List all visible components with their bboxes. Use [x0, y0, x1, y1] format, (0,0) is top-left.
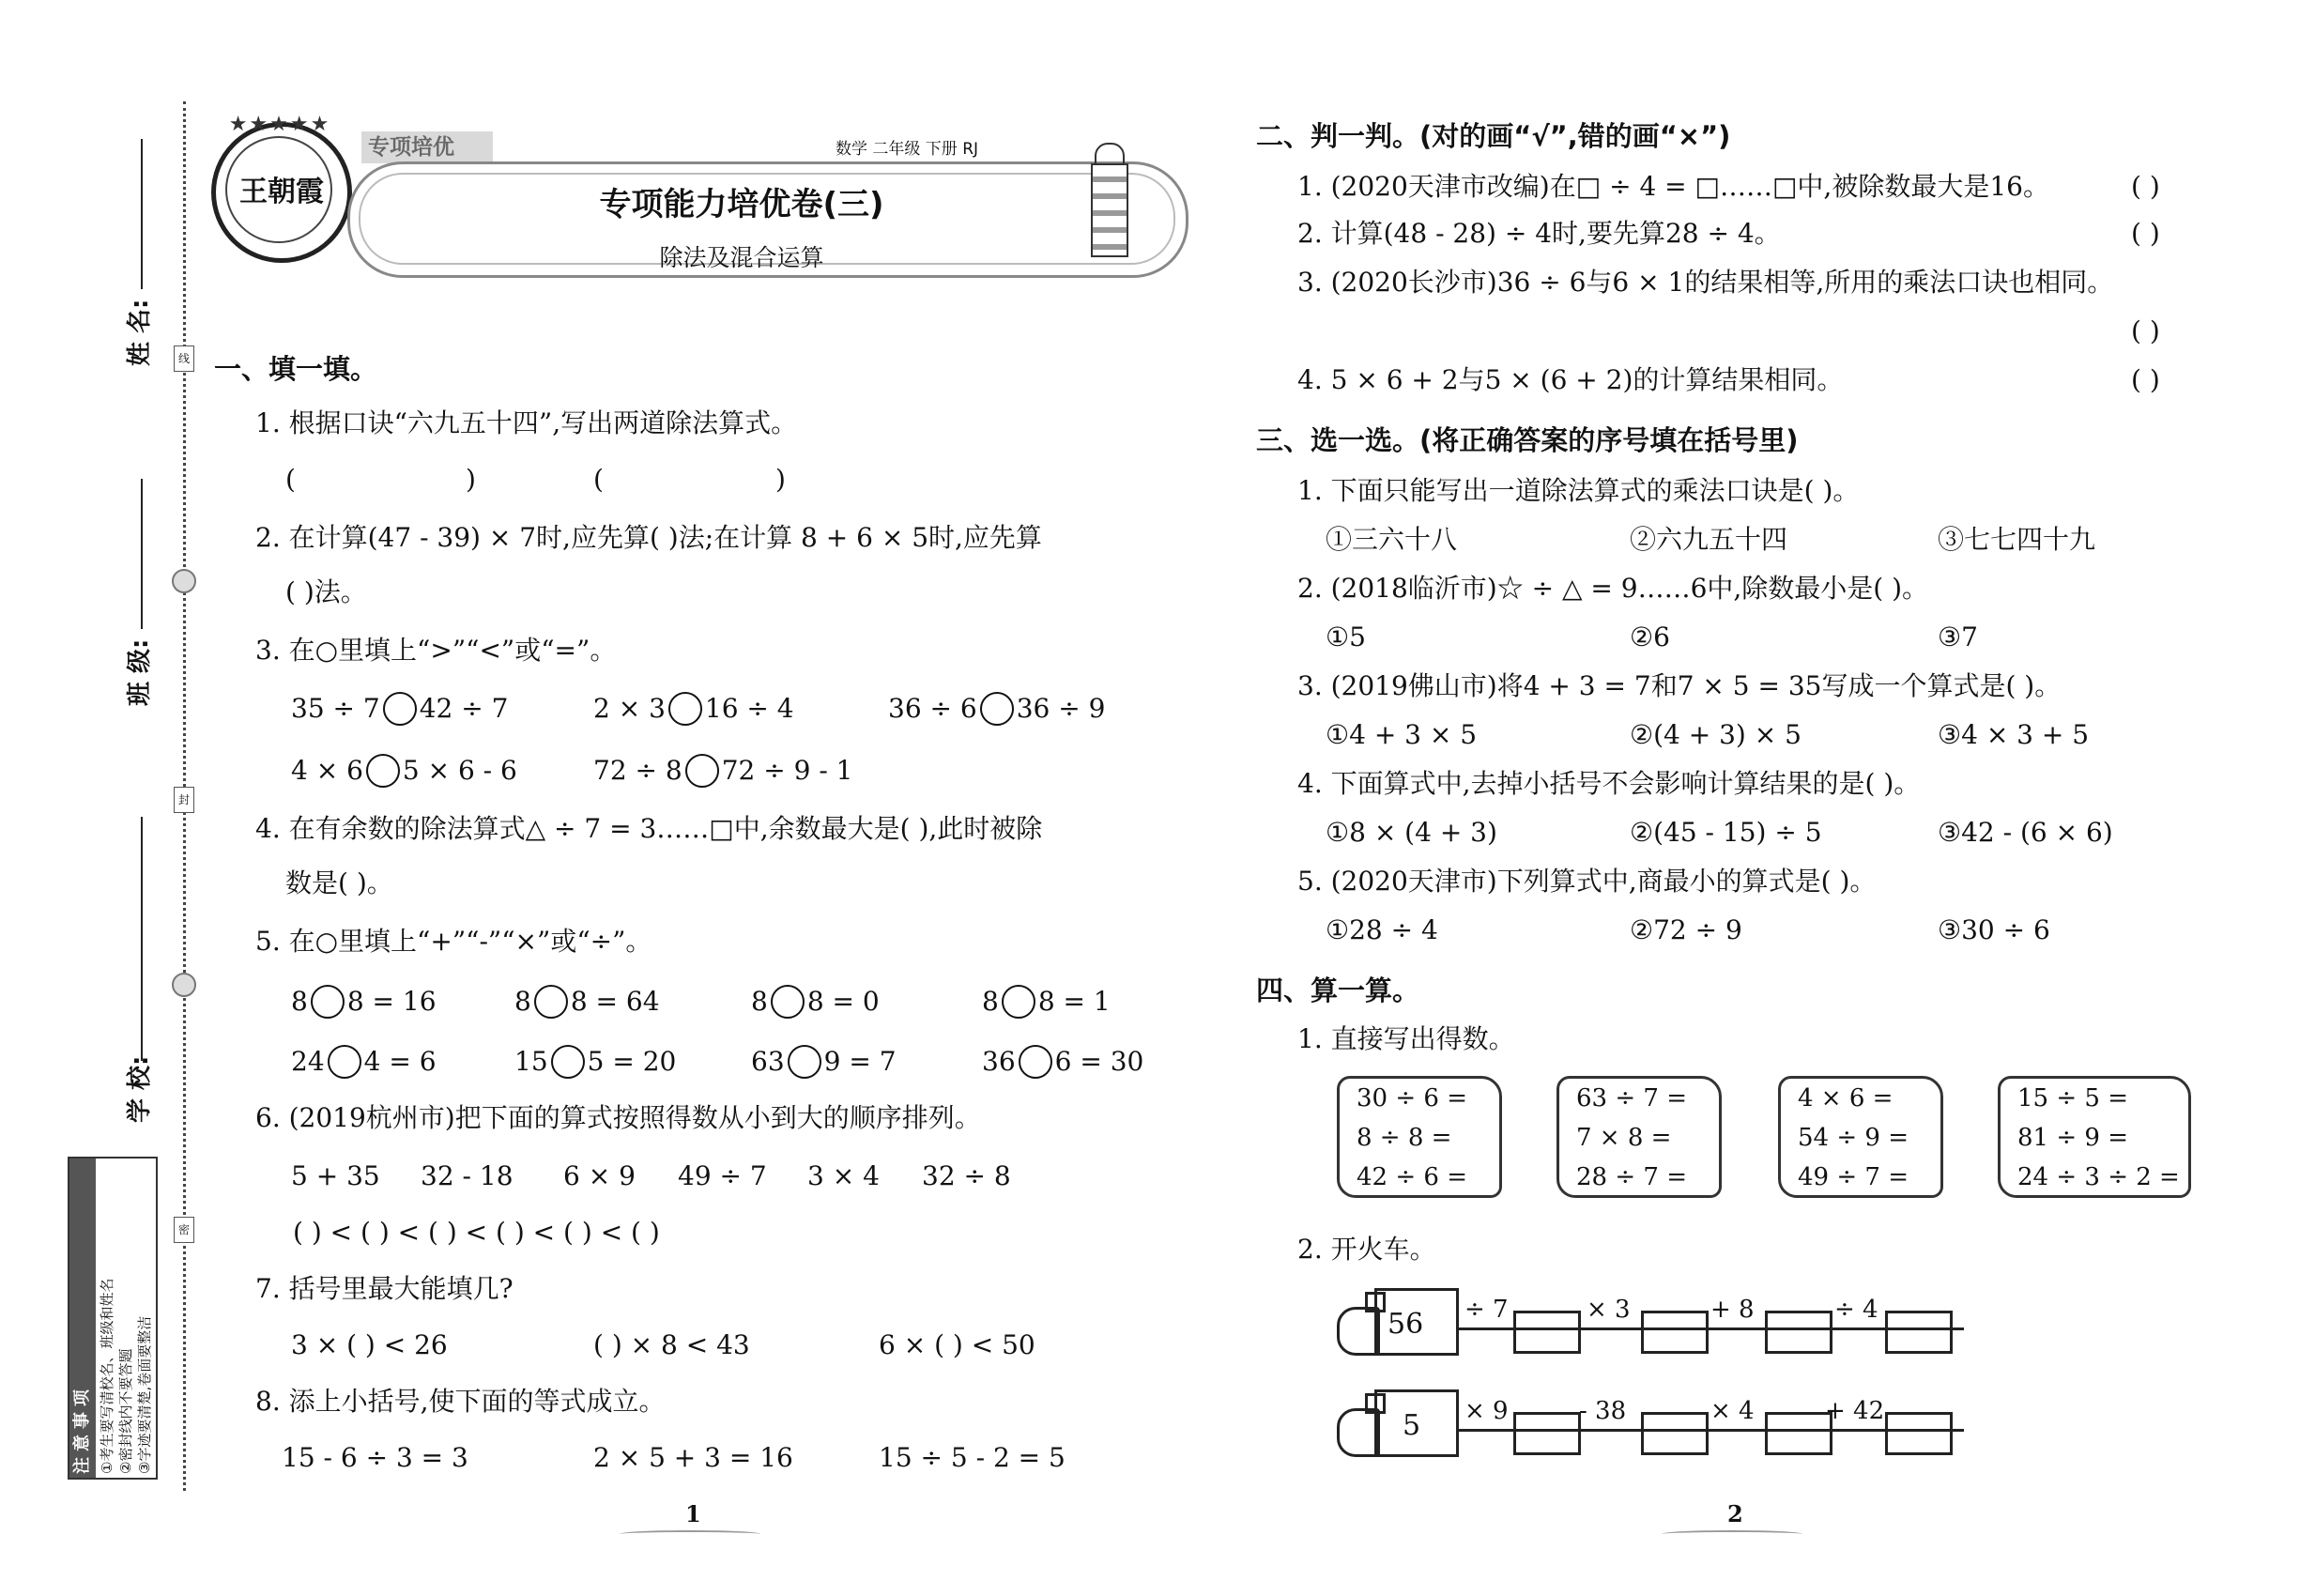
train-car-answer[interactable] [1641, 1311, 1709, 1354]
q3-text: 3. 在○里填上“>”“<”或“=”。 [255, 635, 617, 666]
calc-item[interactable]: 28 ÷ 7 = [1576, 1163, 1687, 1191]
judge-2: 2. 计算(48 - 28) ÷ 4时,要先算28 ÷ 4。 [1297, 218, 1781, 249]
calc-1-text: 1. 直接写出得数。 [1297, 1023, 1515, 1054]
class-label: 班 级: [126, 638, 154, 706]
calc-2-text: 2. 开火车。 [1297, 1234, 1436, 1265]
train-car-answer[interactable] [1885, 1412, 1953, 1455]
compare-circle[interactable] [685, 754, 719, 788]
q1-text: 1. 根据口诀“六九五十四”,写出两道除法算式。 [255, 407, 798, 438]
answer-paren: ) [775, 464, 786, 495]
q8-item[interactable]: 2 × 5 + 3 = 16 [593, 1442, 793, 1473]
choice-option[interactable]: ①8 × (4 + 3) [1326, 817, 1497, 848]
compare-item: 36 ÷ 6 36 ÷ 9 [888, 693, 1106, 724]
q7-text: 7. 括号里最大能填几? [255, 1273, 514, 1304]
compare-item: 4 × 6 5 × 6 - 6 [291, 755, 517, 786]
cut-mark-secret: 密 [174, 1217, 194, 1243]
logo-badge [211, 122, 352, 263]
operator-item: 8 8 = 1 [982, 986, 1111, 1017]
operator-circle[interactable] [788, 1045, 821, 1079]
page-subtitle: 除法及混合运算 [659, 244, 824, 271]
choice-option[interactable]: ②六九五十四 [1630, 524, 1788, 555]
calc-item[interactable]: 4 × 6 = [1798, 1084, 1894, 1113]
calc-item[interactable]: 42 ÷ 6 = [1357, 1163, 1467, 1191]
operator-circle[interactable] [771, 985, 805, 1019]
choice-option[interactable]: ③30 ÷ 6 [1938, 914, 2050, 945]
choice-4: 4. 下面算式中,去掉小括号不会影响计算结果的是( )。 [1297, 768, 1921, 799]
answer-paren: ) [466, 464, 476, 495]
header-tag: 专项培优 [368, 135, 454, 160]
q4-text-cont: 数是( )。 [285, 867, 393, 898]
notes-box [68, 1157, 158, 1480]
operator-circle[interactable] [551, 1045, 585, 1079]
operator-circle[interactable] [328, 1045, 361, 1079]
compare-circle[interactable] [668, 692, 702, 726]
compare-circle[interactable] [383, 692, 417, 726]
q6-expr: 49 ÷ 7 [678, 1160, 767, 1191]
q7-item[interactable]: ( ) × 8 < 43 [593, 1329, 750, 1360]
train-op: ÷ 4 [1834, 1296, 1878, 1324]
q6-expr: 3 × 4 [807, 1160, 880, 1191]
train-car-answer[interactable] [1513, 1412, 1581, 1455]
compare-circle[interactable] [366, 754, 400, 788]
notes-title: 注意事项 [72, 1384, 92, 1474]
calc-item[interactable]: 7 × 8 = [1576, 1124, 1672, 1152]
crown-icon: ★★★★★ [228, 113, 331, 136]
train-op: × 9 [1464, 1397, 1509, 1425]
operator-item: 8 8 = 16 [291, 986, 437, 1017]
note-2: ②密封线内不要答题 [117, 1348, 134, 1474]
train-op: + 42 [1825, 1397, 1885, 1425]
binding-ring [172, 973, 196, 997]
train-op: × 4 [1710, 1397, 1755, 1425]
train-car-answer[interactable] [1765, 1412, 1832, 1455]
train-engine-icon [1337, 1388, 1459, 1463]
q8-text: 8. 添上小括号,使下面的等式成立。 [255, 1386, 666, 1417]
calc-item[interactable]: 49 ÷ 7 = [1798, 1163, 1909, 1191]
q5-text: 5. 在○里填上“+”“-”“×”或“÷”。 [255, 926, 652, 957]
judge-answer[interactable]: ( ) [2131, 315, 2160, 346]
calc-item[interactable]: 81 ÷ 9 = [2017, 1124, 2128, 1152]
operator-item: 15 5 = 20 [514, 1046, 677, 1077]
q7-item[interactable]: 3 × ( ) < 26 [291, 1329, 448, 1360]
calc-card [1337, 1076, 1502, 1198]
q2-text: 2. 在计算(47 - 39) × 7时,应先算( )法;在计算 8 + 6 × 5时,应先算 [255, 522, 1042, 553]
page-number-left: 1 [685, 1500, 701, 1527]
train-op: × 3 [1587, 1296, 1631, 1324]
name-line [141, 139, 143, 289]
train-car-answer[interactable] [1765, 1311, 1832, 1354]
choice-option[interactable]: ③42 - (6 × 6) [1938, 817, 2113, 848]
calc-item[interactable]: 54 ÷ 9 = [1798, 1124, 1909, 1152]
operator-circle[interactable] [1019, 1045, 1052, 1079]
judge-answer[interactable]: ( ) [2131, 218, 2160, 249]
calc-item[interactable]: 30 ÷ 6 = [1357, 1084, 1467, 1113]
operator-item: 36 6 = 30 [982, 1046, 1144, 1077]
section-2-title: 二、判一判。(对的画“√”,错的画“×”) [1256, 120, 1731, 152]
choice-option[interactable]: ①28 ÷ 4 [1326, 914, 1438, 945]
calc-card [1998, 1076, 2191, 1198]
section-1-title: 一、填一填。 [214, 353, 378, 385]
school-line [141, 817, 143, 1061]
calc-item[interactable]: 15 ÷ 5 = [2017, 1084, 2128, 1113]
train-start-value: 5 [1403, 1409, 1421, 1442]
operator-item: 63 9 = 7 [751, 1046, 897, 1077]
school-label: 学 校: [126, 1055, 154, 1123]
choice-option[interactable]: ①4 + 3 × 5 [1326, 719, 1478, 750]
q7-item[interactable]: 6 × ( ) < 50 [879, 1329, 1035, 1360]
class-line [141, 479, 143, 629]
calc-card [1556, 1076, 1722, 1198]
train-car-answer[interactable] [1513, 1311, 1581, 1354]
operator-item: 24 4 = 6 [291, 1046, 437, 1077]
subject-info: 数学 二年级 下册 RJ [836, 140, 979, 159]
compare-item: 35 ÷ 7 42 ÷ 7 [291, 693, 509, 724]
choice-2: 2. (2018临沂市)☆ ÷ △ = 9……6中,除数最小是( )。 [1297, 573, 1929, 604]
judge-3: 3. (2020长沙市)36 ÷ 6与6 × 1的结果相等,所用的乘法口诀也相同。 [1297, 267, 2114, 298]
choice-1: 1. 下面只能写出一道除法算式的乘法口诀是( )。 [1297, 475, 1860, 506]
q4-text: 4. 在有余数的除法算式△ ÷ 7 = 3……□中,余数最大是( ),此时被除 [255, 813, 1043, 844]
calc-item[interactable]: 63 ÷ 7 = [1576, 1084, 1687, 1113]
compare-item: 2 × 3 16 ÷ 4 [593, 693, 794, 724]
q6-order-blanks[interactable]: ( ) < ( ) < ( ) < ( ) < ( ) < ( ) [293, 1217, 660, 1248]
train-car-answer[interactable] [1641, 1412, 1709, 1455]
cut-mark-seal: 封 [174, 787, 194, 813]
q6-text: 6. (2019杭州市)把下面的算式按照得数从小到大的顺序排列。 [255, 1102, 981, 1133]
judge-answer[interactable]: ( ) [2131, 364, 2160, 395]
operator-item: 8 8 = 0 [751, 986, 880, 1017]
train-op: ÷ 7 [1464, 1296, 1509, 1324]
train-car-answer[interactable] [1885, 1311, 1953, 1354]
choice-option[interactable]: ①5 [1326, 622, 1366, 652]
choice-option[interactable]: ②(45 - 15) ÷ 5 [1630, 817, 1822, 848]
choice-option[interactable]: ②72 ÷ 9 [1630, 914, 1742, 945]
choice-option[interactable]: ③7 [1938, 622, 1978, 652]
cut-mark-line: 线 [174, 345, 194, 372]
page-number-right: 2 [1727, 1500, 1743, 1527]
operator-circle[interactable] [311, 985, 345, 1019]
q6-expr: 32 ÷ 8 [922, 1160, 1011, 1191]
choice-option[interactable]: ③七七四十九 [1938, 524, 2096, 555]
section-4-title: 四、算一算。 [1256, 974, 1420, 1006]
q6-expr: 5 + 35 [291, 1160, 380, 1191]
q8-item[interactable]: 15 - 6 ÷ 3 = 3 [282, 1442, 468, 1473]
judge-1: 1. (2020天津市改编)在□ ÷ 4 = □……□中,被除数最大是16。 [1297, 171, 2049, 202]
page-title: 专项能力培优卷(三) [599, 186, 884, 223]
judge-answer[interactable]: ( ) [2131, 171, 2160, 202]
train-op: + 8 [1710, 1296, 1755, 1324]
operator-item: 8 8 = 64 [514, 986, 660, 1017]
answer-paren: ( [285, 464, 296, 495]
calc-item[interactable]: 8 ÷ 8 = [1357, 1124, 1452, 1152]
note-3: ③字迹要清楚,卷面要整洁 [136, 1315, 153, 1474]
choice-5: 5. (2020天津市)下列算式中,商最小的算式是( )。 [1297, 866, 1877, 897]
answer-paren: ( [593, 464, 604, 495]
operator-circle[interactable] [1002, 985, 1035, 1019]
compare-item: 72 ÷ 8 72 ÷ 9 - 1 [593, 755, 853, 786]
section-3-title: 三、选一选。(将正确答案的序号填在括号里) [1256, 424, 1799, 456]
choice-3: 3. (2019佛山市)将4 + 3 = 7和7 × 5 = 35写成一个算式是( )。 [1297, 670, 2062, 701]
choice-option[interactable]: ③4 × 3 + 5 [1938, 719, 2090, 750]
lighthouse-icon [1089, 133, 1127, 255]
note-1: ①考生要写清校名、班级和姓名 [99, 1278, 115, 1474]
calc-item[interactable]: 24 ÷ 3 ÷ 2 = [2017, 1163, 2180, 1191]
choice-option[interactable]: ①三六十八 [1326, 524, 1458, 555]
train-op: - 38 [1579, 1397, 1627, 1425]
binding-ring [172, 569, 196, 593]
name-label: 姓 名: [126, 299, 154, 366]
calc-card [1778, 1076, 1943, 1198]
judge-4: 4. 5 × 6 + 2与5 × (6 + 2)的计算结果相同。 [1297, 364, 1844, 395]
train-start-value: 56 [1388, 1308, 1424, 1341]
choice-option[interactable]: ②6 [1630, 622, 1670, 652]
q2-text-cont: ( )法。 [285, 576, 367, 607]
q6-expr: 32 - 18 [421, 1160, 514, 1191]
operator-circle[interactable] [534, 985, 568, 1019]
q8-item[interactable]: 15 ÷ 5 - 2 = 5 [879, 1442, 1066, 1473]
choice-option[interactable]: ②(4 + 3) × 5 [1630, 719, 1802, 750]
compare-circle[interactable] [980, 692, 1014, 726]
q6-expr: 6 × 9 [563, 1160, 636, 1191]
logo-text: 王朝霞 [239, 176, 324, 208]
